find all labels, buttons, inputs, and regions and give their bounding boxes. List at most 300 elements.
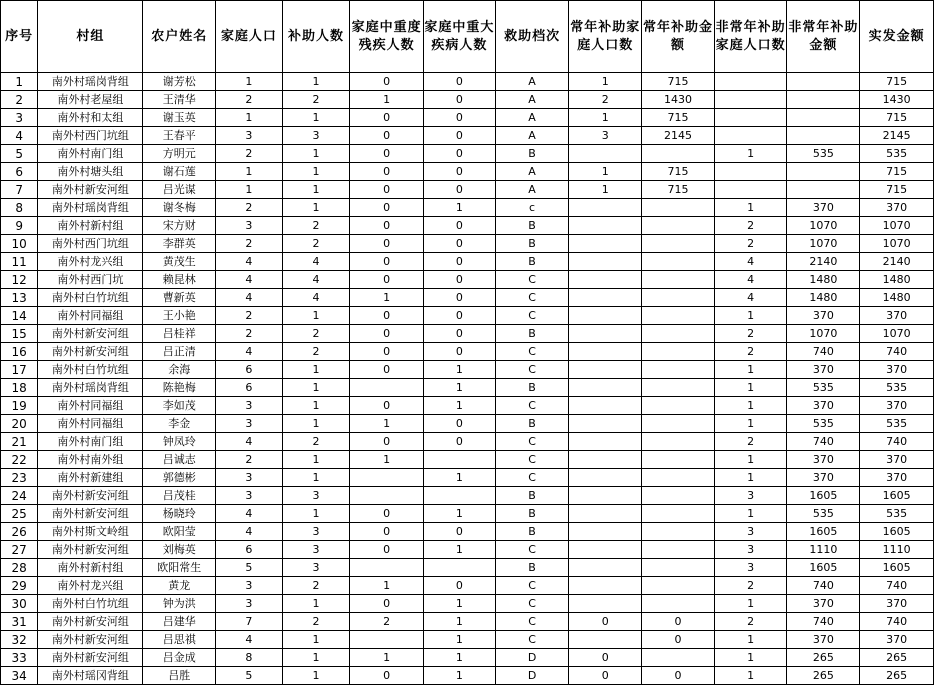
cell-nonregular-subsidy-people: 4: [714, 253, 787, 271]
cell-family-size: 6: [216, 361, 283, 379]
table-row: [1, 631, 934, 649]
cell-regular-subsidy-amount: [642, 577, 715, 595]
column-header-subsidized-count: 补助人数: [282, 1, 350, 73]
cell-nonregular-subsidy-amount: 1605: [787, 523, 860, 541]
cell-regular-subsidy-amount: [642, 199, 715, 217]
cell-regular-subsidy-amount: 0: [642, 631, 715, 649]
cell-family-size: 4: [216, 433, 283, 451]
table-row: [1, 343, 934, 361]
table-row: [1, 307, 934, 325]
column-header-household-name: 农户姓名: [143, 1, 216, 73]
cell-relief-level: D: [495, 667, 569, 685]
cell-severe-disability-count: 1: [350, 451, 424, 469]
cell-subsidized-count: 1: [282, 631, 350, 649]
cell-actual-amount: 2145: [860, 127, 934, 145]
cell-subsidized-count: 4: [282, 253, 350, 271]
cell-family-size: 4: [216, 505, 283, 523]
cell-family-size: 3: [216, 577, 283, 595]
cell-actual-amount: 715: [860, 73, 934, 91]
cell-seq: 19: [1, 397, 38, 415]
cell-nonregular-subsidy-amount: 535: [787, 415, 860, 433]
cell-village-group: 南外村龙兴组: [38, 253, 143, 271]
cell-regular-subsidy-people: 1: [569, 163, 642, 181]
cell-regular-subsidy-people: [569, 235, 642, 253]
cell-family-size: 6: [216, 541, 283, 559]
cell-regular-subsidy-people: 1: [569, 73, 642, 91]
cell-village-group: 南外村新建组: [38, 469, 143, 487]
cell-nonregular-subsidy-amount: 740: [787, 433, 860, 451]
column-header-nonregular-subsidy-amount: 非常年补助金额: [787, 1, 860, 73]
cell-major-illness-count: 0: [424, 415, 496, 433]
cell-regular-subsidy-amount: [642, 325, 715, 343]
cell-nonregular-subsidy-people: 3: [714, 541, 787, 559]
cell-regular-subsidy-amount: [642, 253, 715, 271]
cell-family-size: 3: [216, 595, 283, 613]
column-header-village-group: 村组: [38, 1, 143, 73]
table-row: [1, 289, 934, 307]
cell-regular-subsidy-amount: [642, 343, 715, 361]
cell-household-name: 吕金成: [143, 649, 216, 667]
cell-actual-amount: 535: [860, 379, 934, 397]
cell-actual-amount: 740: [860, 343, 934, 361]
cell-household-name: 方明元: [143, 145, 216, 163]
cell-severe-disability-count: 1: [350, 415, 424, 433]
cell-nonregular-subsidy-people: 1: [714, 631, 787, 649]
cell-village-group: 南外村白竹坑组: [38, 361, 143, 379]
table-row: [1, 379, 934, 397]
cell-regular-subsidy-people: 1: [569, 109, 642, 127]
cell-regular-subsidy-people: [569, 307, 642, 325]
cell-severe-disability-count: [350, 379, 424, 397]
cell-severe-disability-count: 1: [350, 577, 424, 595]
cell-family-size: 2: [216, 199, 283, 217]
cell-seq: 7: [1, 181, 38, 199]
cell-actual-amount: 370: [860, 307, 934, 325]
cell-subsidized-count: 3: [282, 523, 350, 541]
cell-actual-amount: 370: [860, 397, 934, 415]
cell-severe-disability-count: 0: [350, 523, 424, 541]
cell-relief-level: B: [495, 415, 569, 433]
table-row: [1, 505, 934, 523]
cell-subsidized-count: 3: [282, 559, 350, 577]
cell-actual-amount: 370: [860, 595, 934, 613]
cell-nonregular-subsidy-people: 1: [714, 397, 787, 415]
cell-severe-disability-count: 0: [350, 235, 424, 253]
cell-household-name: 谢石莲: [143, 163, 216, 181]
table-row: [1, 541, 934, 559]
cell-seq: 18: [1, 379, 38, 397]
cell-nonregular-subsidy-amount: [787, 109, 860, 127]
cell-major-illness-count: 0: [424, 235, 496, 253]
cell-major-illness-count: 0: [424, 307, 496, 325]
cell-family-size: 1: [216, 163, 283, 181]
cell-major-illness-count: [424, 559, 496, 577]
table-row: [1, 433, 934, 451]
cell-major-illness-count: 1: [424, 505, 496, 523]
cell-nonregular-subsidy-amount: [787, 127, 860, 145]
cell-family-size: 2: [216, 145, 283, 163]
cell-village-group: 南外村新安河组: [38, 325, 143, 343]
cell-regular-subsidy-people: [569, 595, 642, 613]
column-header-seq: 序号: [1, 1, 38, 73]
cell-nonregular-subsidy-amount: 370: [787, 469, 860, 487]
cell-subsidized-count: 2: [282, 613, 350, 631]
cell-regular-subsidy-amount: [642, 379, 715, 397]
cell-relief-level: B: [495, 253, 569, 271]
cell-village-group: 南外村白竹坑组: [38, 289, 143, 307]
cell-seq: 23: [1, 469, 38, 487]
cell-nonregular-subsidy-people: 2: [714, 343, 787, 361]
cell-major-illness-count: 0: [424, 145, 496, 163]
cell-regular-subsidy-amount: [642, 307, 715, 325]
cell-regular-subsidy-people: [569, 559, 642, 577]
cell-household-name: 吕正清: [143, 343, 216, 361]
cell-subsidized-count: 3: [282, 541, 350, 559]
cell-household-name: 谢芳松: [143, 73, 216, 91]
cell-village-group: 南外村同福组: [38, 415, 143, 433]
cell-major-illness-count: 1: [424, 631, 496, 649]
cell-subsidized-count: 1: [282, 667, 350, 685]
cell-relief-level: B: [495, 559, 569, 577]
cell-seq: 31: [1, 613, 38, 631]
cell-severe-disability-count: 0: [350, 271, 424, 289]
cell-family-size: 4: [216, 289, 283, 307]
cell-household-name: 吕茂桂: [143, 487, 216, 505]
cell-subsidized-count: 1: [282, 469, 350, 487]
cell-household-name: 李金: [143, 415, 216, 433]
cell-severe-disability-count: 1: [350, 289, 424, 307]
cell-major-illness-count: 0: [424, 91, 496, 109]
cell-major-illness-count: [424, 451, 496, 469]
cell-major-illness-count: 1: [424, 613, 496, 631]
cell-seq: 22: [1, 451, 38, 469]
cell-actual-amount: 370: [860, 451, 934, 469]
cell-relief-level: A: [495, 73, 569, 91]
cell-family-size: 3: [216, 487, 283, 505]
cell-actual-amount: 535: [860, 145, 934, 163]
table-row: [1, 523, 934, 541]
cell-major-illness-count: 0: [424, 181, 496, 199]
cell-major-illness-count: 1: [424, 595, 496, 613]
cell-household-name: 李群英: [143, 235, 216, 253]
cell-household-name: 黄龙: [143, 577, 216, 595]
cell-nonregular-subsidy-people: 1: [714, 505, 787, 523]
cell-regular-subsidy-amount: 1430: [642, 91, 715, 109]
cell-relief-level: C: [495, 595, 569, 613]
cell-nonregular-subsidy-amount: 1110: [787, 541, 860, 559]
cell-severe-disability-count: 0: [350, 145, 424, 163]
cell-household-name: 欧阳莹: [143, 523, 216, 541]
table-row: [1, 181, 934, 199]
cell-seq: 24: [1, 487, 38, 505]
cell-nonregular-subsidy-amount: [787, 181, 860, 199]
cell-household-name: 余海: [143, 361, 216, 379]
cell-village-group: 南外村斯文岭组: [38, 523, 143, 541]
table-row: [1, 163, 934, 181]
cell-seq: 32: [1, 631, 38, 649]
cell-family-size: 5: [216, 667, 283, 685]
cell-regular-subsidy-people: [569, 505, 642, 523]
cell-severe-disability-count: [350, 487, 424, 505]
cell-nonregular-subsidy-amount: 370: [787, 631, 860, 649]
cell-seq: 27: [1, 541, 38, 559]
cell-regular-subsidy-amount: [642, 523, 715, 541]
cell-regular-subsidy-amount: [642, 505, 715, 523]
cell-nonregular-subsidy-amount: 1070: [787, 325, 860, 343]
cell-subsidized-count: 4: [282, 271, 350, 289]
cell-major-illness-count: 1: [424, 361, 496, 379]
cell-seq: 33: [1, 649, 38, 667]
cell-household-name: 赖昆林: [143, 271, 216, 289]
cell-relief-level: B: [495, 217, 569, 235]
cell-nonregular-subsidy-amount: 370: [787, 307, 860, 325]
cell-nonregular-subsidy-amount: 1480: [787, 289, 860, 307]
cell-nonregular-subsidy-people: 1: [714, 451, 787, 469]
cell-severe-disability-count: 0: [350, 199, 424, 217]
cell-regular-subsidy-people: 0: [569, 613, 642, 631]
cell-seq: 34: [1, 667, 38, 685]
table-row: [1, 199, 934, 217]
cell-family-size: 3: [216, 217, 283, 235]
cell-relief-level: c: [495, 199, 569, 217]
cell-nonregular-subsidy-amount: 535: [787, 145, 860, 163]
header-row: [1, 1, 934, 73]
cell-seq: 29: [1, 577, 38, 595]
cell-major-illness-count: 0: [424, 325, 496, 343]
column-header-regular-subsidy-amount: 常年补助金额: [642, 1, 715, 73]
cell-regular-subsidy-amount: 715: [642, 73, 715, 91]
cell-relief-level: B: [495, 505, 569, 523]
cell-nonregular-subsidy-amount: 2140: [787, 253, 860, 271]
cell-major-illness-count: 0: [424, 127, 496, 145]
cell-regular-subsidy-amount: [642, 217, 715, 235]
cell-actual-amount: 1110: [860, 541, 934, 559]
cell-regular-subsidy-amount: [642, 415, 715, 433]
cell-relief-level: C: [495, 451, 569, 469]
cell-subsidized-count: 1: [282, 361, 350, 379]
cell-regular-subsidy-people: [569, 217, 642, 235]
cell-subsidized-count: 2: [282, 217, 350, 235]
cell-regular-subsidy-amount: [642, 235, 715, 253]
table-row: [1, 271, 934, 289]
cell-major-illness-count: 1: [424, 397, 496, 415]
cell-severe-disability-count: 0: [350, 73, 424, 91]
cell-actual-amount: 2140: [860, 253, 934, 271]
cell-nonregular-subsidy-amount: 535: [787, 379, 860, 397]
cell-seq: 10: [1, 235, 38, 253]
cell-nonregular-subsidy-people: [714, 109, 787, 127]
table-row: [1, 235, 934, 253]
cell-regular-subsidy-people: [569, 361, 642, 379]
cell-family-size: 4: [216, 523, 283, 541]
cell-village-group: 南外村白竹坑组: [38, 595, 143, 613]
cell-nonregular-subsidy-amount: 370: [787, 199, 860, 217]
cell-subsidized-count: 1: [282, 199, 350, 217]
cell-major-illness-count: 1: [424, 469, 496, 487]
cell-regular-subsidy-amount: [642, 595, 715, 613]
table-row: [1, 145, 934, 163]
cell-regular-subsidy-people: [569, 325, 642, 343]
cell-nonregular-subsidy-people: 1: [714, 595, 787, 613]
cell-village-group: 南外村同福组: [38, 307, 143, 325]
cell-seq: 15: [1, 325, 38, 343]
cell-actual-amount: 370: [860, 199, 934, 217]
cell-family-size: 3: [216, 469, 283, 487]
cell-severe-disability-count: 0: [350, 343, 424, 361]
cell-seq: 25: [1, 505, 38, 523]
cell-regular-subsidy-people: [569, 271, 642, 289]
cell-household-name: 吕思祺: [143, 631, 216, 649]
cell-relief-level: C: [495, 397, 569, 415]
cell-nonregular-subsidy-amount: 370: [787, 451, 860, 469]
cell-regular-subsidy-amount: [642, 145, 715, 163]
cell-village-group: 南外村新安河组: [38, 343, 143, 361]
cell-household-name: 吕桂祥: [143, 325, 216, 343]
cell-nonregular-subsidy-amount: 740: [787, 613, 860, 631]
cell-regular-subsidy-amount: [642, 361, 715, 379]
cell-village-group: 南外村新村组: [38, 559, 143, 577]
table-row: [1, 415, 934, 433]
cell-nonregular-subsidy-people: 2: [714, 235, 787, 253]
cell-subsidized-count: 1: [282, 145, 350, 163]
table-row: [1, 595, 934, 613]
cell-village-group: 南外村新安河组: [38, 505, 143, 523]
cell-major-illness-count: 0: [424, 271, 496, 289]
cell-regular-subsidy-amount: [642, 487, 715, 505]
cell-severe-disability-count: 0: [350, 433, 424, 451]
cell-regular-subsidy-amount: [642, 451, 715, 469]
cell-seq: 6: [1, 163, 38, 181]
cell-nonregular-subsidy-people: 1: [714, 145, 787, 163]
cell-subsidized-count: 2: [282, 235, 350, 253]
cell-seq: 8: [1, 199, 38, 217]
cell-nonregular-subsidy-people: 3: [714, 523, 787, 541]
cell-nonregular-subsidy-amount: 370: [787, 361, 860, 379]
cell-subsidized-count: 1: [282, 397, 350, 415]
cell-severe-disability-count: 0: [350, 325, 424, 343]
cell-actual-amount: 1605: [860, 523, 934, 541]
table-row: [1, 91, 934, 109]
table-row: [1, 577, 934, 595]
cell-nonregular-subsidy-people: 4: [714, 289, 787, 307]
cell-relief-level: A: [495, 181, 569, 199]
cell-regular-subsidy-people: [569, 577, 642, 595]
cell-nonregular-subsidy-people: 3: [714, 559, 787, 577]
cell-regular-subsidy-people: [569, 289, 642, 307]
cell-regular-subsidy-amount: [642, 433, 715, 451]
cell-regular-subsidy-people: [569, 433, 642, 451]
column-header-actual-amount: 实发金额: [860, 1, 934, 73]
cell-nonregular-subsidy-people: 1: [714, 307, 787, 325]
cell-nonregular-subsidy-amount: 265: [787, 667, 860, 685]
cell-severe-disability-count: 0: [350, 361, 424, 379]
table-row: [1, 127, 934, 145]
cell-seq: 11: [1, 253, 38, 271]
cell-nonregular-subsidy-amount: 1605: [787, 487, 860, 505]
cell-household-name: 杨晓玲: [143, 505, 216, 523]
cell-nonregular-subsidy-amount: 1480: [787, 271, 860, 289]
cell-subsidized-count: 4: [282, 289, 350, 307]
cell-regular-subsidy-people: [569, 343, 642, 361]
cell-major-illness-count: 1: [424, 667, 496, 685]
cell-household-name: 吕光谋: [143, 181, 216, 199]
cell-seq: 12: [1, 271, 38, 289]
cell-subsidized-count: 1: [282, 73, 350, 91]
cell-household-name: 王小艳: [143, 307, 216, 325]
cell-regular-subsidy-people: 3: [569, 127, 642, 145]
cell-regular-subsidy-amount: [642, 271, 715, 289]
cell-actual-amount: 535: [860, 505, 934, 523]
cell-household-name: 谢玉英: [143, 109, 216, 127]
table-row: [1, 559, 934, 577]
column-header-regular-subsidy-people: 常年补助家庭人口数: [569, 1, 642, 73]
cell-relief-level: C: [495, 289, 569, 307]
cell-major-illness-count: 0: [424, 343, 496, 361]
cell-major-illness-count: 0: [424, 523, 496, 541]
cell-regular-subsidy-people: [569, 541, 642, 559]
column-header-major-illness-count: 家庭中重大疾病人数: [424, 1, 496, 73]
cell-village-group: 南外村老屋组: [38, 91, 143, 109]
cell-relief-level: D: [495, 649, 569, 667]
cell-regular-subsidy-amount: [642, 541, 715, 559]
cell-nonregular-subsidy-amount: 370: [787, 397, 860, 415]
cell-severe-disability-count: 0: [350, 253, 424, 271]
cell-actual-amount: 740: [860, 613, 934, 631]
cell-seq: 3: [1, 109, 38, 127]
column-header-nonregular-subsidy-people: 非常年补助家庭人口数: [714, 1, 787, 73]
cell-major-illness-count: 1: [424, 649, 496, 667]
cell-household-name: 宋方财: [143, 217, 216, 235]
cell-household-name: 吕诚志: [143, 451, 216, 469]
table-row: [1, 217, 934, 235]
cell-actual-amount: 715: [860, 109, 934, 127]
cell-seq: 1: [1, 73, 38, 91]
cell-regular-subsidy-amount: [642, 397, 715, 415]
cell-nonregular-subsidy-amount: [787, 91, 860, 109]
table-row: [1, 667, 934, 685]
cell-village-group: 南外村西门坑组: [38, 235, 143, 253]
cell-village-group: 南外村新安河组: [38, 181, 143, 199]
cell-regular-subsidy-amount: [642, 649, 715, 667]
cell-regular-subsidy-amount: 0: [642, 613, 715, 631]
cell-relief-level: A: [495, 127, 569, 145]
cell-nonregular-subsidy-people: 2: [714, 613, 787, 631]
cell-household-name: 陈艳梅: [143, 379, 216, 397]
cell-nonregular-subsidy-people: 1: [714, 199, 787, 217]
cell-relief-level: B: [495, 523, 569, 541]
cell-severe-disability-count: [350, 559, 424, 577]
cell-actual-amount: 740: [860, 577, 934, 595]
cell-family-size: 2: [216, 451, 283, 469]
cell-severe-disability-count: 0: [350, 541, 424, 559]
table-row: [1, 469, 934, 487]
cell-subsidized-count: 1: [282, 181, 350, 199]
cell-household-name: 吕胜: [143, 667, 216, 685]
cell-subsidized-count: 3: [282, 487, 350, 505]
cell-actual-amount: 370: [860, 631, 934, 649]
cell-nonregular-subsidy-amount: 370: [787, 595, 860, 613]
cell-family-size: 5: [216, 559, 283, 577]
cell-nonregular-subsidy-people: 1: [714, 667, 787, 685]
table-row: [1, 397, 934, 415]
table-row: [1, 109, 934, 127]
cell-actual-amount: 370: [860, 361, 934, 379]
cell-nonregular-subsidy-amount: 740: [787, 577, 860, 595]
cell-family-size: 2: [216, 235, 283, 253]
cell-nonregular-subsidy-amount: [787, 163, 860, 181]
cell-actual-amount: 265: [860, 667, 934, 685]
cell-nonregular-subsidy-amount: 1070: [787, 217, 860, 235]
